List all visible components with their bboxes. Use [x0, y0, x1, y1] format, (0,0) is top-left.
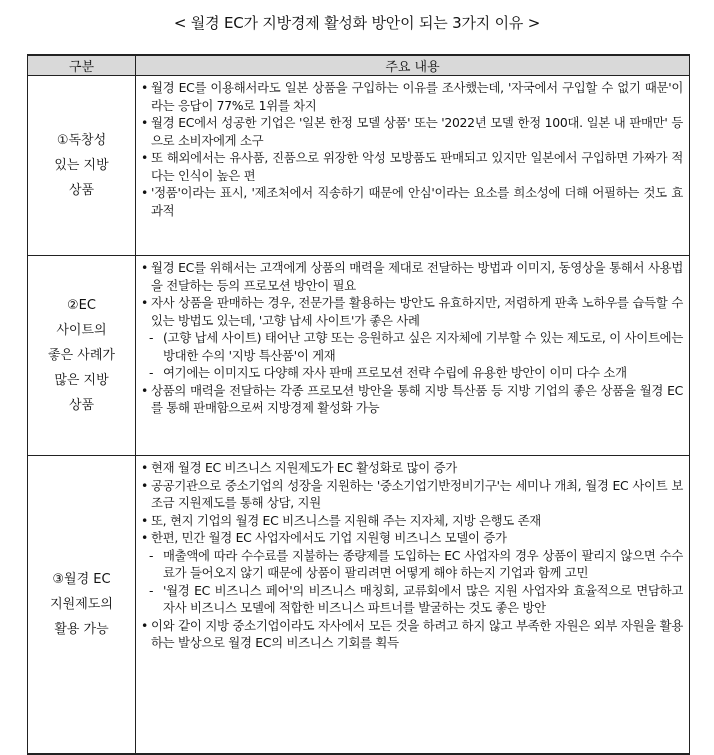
- dash-marker: -: [149, 330, 154, 345]
- item-text: '월경 EC 비즈니스 페어'의 비즈니스 매칭회, 교류회에서 많은 지원 사업자와 효율적으로 면담하고 자사 비즈니스 모델에 적합한 비즈니스 파트너를 발굴하는 것도 좋은 방안: [163, 582, 683, 615]
- item-text: 또, 현지 기업의 월경 EC 비즈니스를 지원해 주는 지자체, 지방 은행도 존재: [151, 512, 541, 528]
- item-text: 현재 월경 EC 비즈니스 지원제도가 EC 활성화로 많이 증가: [151, 460, 457, 475]
- bullet-item: [141, 477, 683, 512]
- table-row: [28, 76, 690, 256]
- bullet-marker: •: [141, 530, 149, 545]
- item-text: '정품'이라는 표시, '제조처에서 직송하기 때문에 안심'이라는 요소를 희소성에 더해 어필하는 것도 효과적: [151, 185, 683, 218]
- category-label-line: 있는 지방: [54, 158, 109, 173]
- item-text: 매출액에 따라 수수료를 지불하는 종량제를 도입하는 EC 사업자의 경우 상품이 팔리지 않으면 수수료가 들어오지 않기 때문에 상품이 팔리려면 어떻게 해야 하는지 기업과 함께 고민: [163, 547, 683, 580]
- bullet-marker: •: [141, 477, 149, 493]
- category-label-line: 지원제도의: [50, 596, 113, 612]
- bullet-item: [141, 114, 683, 149]
- bullet-marker: •: [141, 80, 149, 95]
- bullet-item: [141, 617, 683, 652]
- row-content-cell: [136, 456, 690, 754]
- item-text: 월경 EC를 위해서는 고객에게 상품의 매력을 제대로 전달하는 방법과 이미지, 동영상을 통해서 사용법을 전달하는 등의 프로모션 방안이 필요: [151, 260, 683, 293]
- item-text: 월경 EC에서 성공한 기업은 '일본 한정 모델 상품' 또는 '2022년 모델 한정 100대. 일본 내 판매만' 등으로 소비자에게 소구: [151, 115, 683, 148]
- bullet-marker: •: [141, 260, 149, 275]
- category-label-line: ③월경 EC: [52, 571, 111, 587]
- bullet-item: [141, 79, 683, 114]
- bullet-item: [141, 184, 683, 219]
- category-label-line: 사이트의: [56, 323, 107, 338]
- bullet-marker: •: [141, 460, 149, 475]
- item-text: (고향 납세 사이트) 태어난 고향 또는 응원하고 싶은 지자체에 기부할 수 있는 제도로, 이 사이트에는 방대한 수의 '지방 특산품'이 게재: [163, 330, 683, 363]
- bullet-item: [141, 294, 683, 329]
- category-label-line: ②EC: [67, 298, 96, 313]
- category-label-line: 상품: [68, 398, 95, 413]
- bullet-item: [141, 149, 683, 184]
- bullet-item: [141, 382, 683, 417]
- header-category: 구분: [28, 55, 136, 76]
- row-category-label: [28, 256, 136, 456]
- item-text: 공공기관으로 중소기업의 성장을 지원하는 '중소기업기반정비기구'는 세미나 개최, 월경 EC 사이트 보조금 지원제도를 통해 상담, 지원: [151, 477, 683, 510]
- row-category-label: [28, 456, 136, 754]
- row-category-label: [28, 76, 136, 256]
- category-label-line: 좋은 사례가: [48, 348, 115, 363]
- row-content-cell: [136, 76, 690, 256]
- bullet-marker: •: [141, 382, 149, 398]
- item-text: 상품의 매력을 전달하는 각종 프로모션 방안을 통해 지방 특산품 등 지방 기업의 좋은 상품을 월경 EC를 통해 판매함으로써 지방경제 활성화 가능: [151, 382, 683, 415]
- item-text: 또 해외에서는 유사품, 진품으로 위장한 악성 모방품도 판매되고 있지만 일본에서 구입하면 가짜가 적다는 인식이 높은 편: [151, 150, 683, 183]
- dash-marker: -: [149, 582, 154, 598]
- category-label-line: 활용 가능: [54, 621, 109, 637]
- bullet-item: [141, 459, 683, 477]
- bullet-marker: •: [141, 150, 149, 165]
- item-text: 월경 EC를 이용해서라도 일본 상품을 구입하는 이유를 조사했는데, '자국에서 구입할 수 없기 때문'이라는 응답이 77%로 1위를 차지: [151, 80, 683, 113]
- table-row: [28, 456, 690, 754]
- bullet-marker: •: [141, 617, 149, 633]
- table-body: [28, 76, 690, 754]
- bullet-item: [141, 529, 683, 547]
- reasons-table: [27, 54, 690, 755]
- dash-marker: -: [149, 365, 154, 380]
- bullet-item: [141, 259, 683, 294]
- page-title: < 월경 EC가 지방경제 활성화 방안이 되는 3가지 이유 >: [173, 14, 541, 32]
- bullet-marker: •: [141, 295, 149, 310]
- bullet-item: [141, 512, 683, 530]
- table-row: [28, 256, 690, 456]
- item-text: 한편, 민간 월경 EC 사업자에서도 기업 지원형 비즈니스 모델이 증가: [151, 530, 507, 545]
- row-content-cell: [136, 256, 690, 456]
- bullet-marker: •: [141, 512, 149, 528]
- header-main-content: 주요 내용: [136, 55, 690, 76]
- item-text: 자사 상품을 판매하는 경우, 전문가를 활용하는 방안도 유효하지만, 저렴하게 판촉 노하우를 습득할 수 있는 방법도 있는데, '고향 납세 사이트'가 좋은 사례: [151, 295, 683, 328]
- category-label-line: 상품: [68, 183, 95, 198]
- dash-marker: -: [149, 547, 154, 563]
- item-text: 여기에는 이미지도 다양해 자사 판매 프로모션 전략 수립에 유용한 방안이 이미 다수 소개: [163, 365, 627, 380]
- bullet-marker: •: [141, 115, 149, 130]
- sub-item: [141, 329, 683, 364]
- category-label-line: 많은 지방: [54, 373, 109, 388]
- category-label-line: ①독창성: [56, 133, 107, 148]
- sub-item: [141, 547, 683, 582]
- item-text: 이와 같이 지방 중소기업이라도 자사에서 모든 것을 하려고 하지 않고 부족한 자원은 외부 자원을 활용하는 발상으로 월경 EC의 비즈니스 기회를 획득: [151, 617, 683, 650]
- table-header-row: [28, 55, 690, 76]
- bullet-marker: •: [141, 185, 149, 200]
- sub-item: [141, 582, 683, 617]
- sub-item: [141, 364, 683, 382]
